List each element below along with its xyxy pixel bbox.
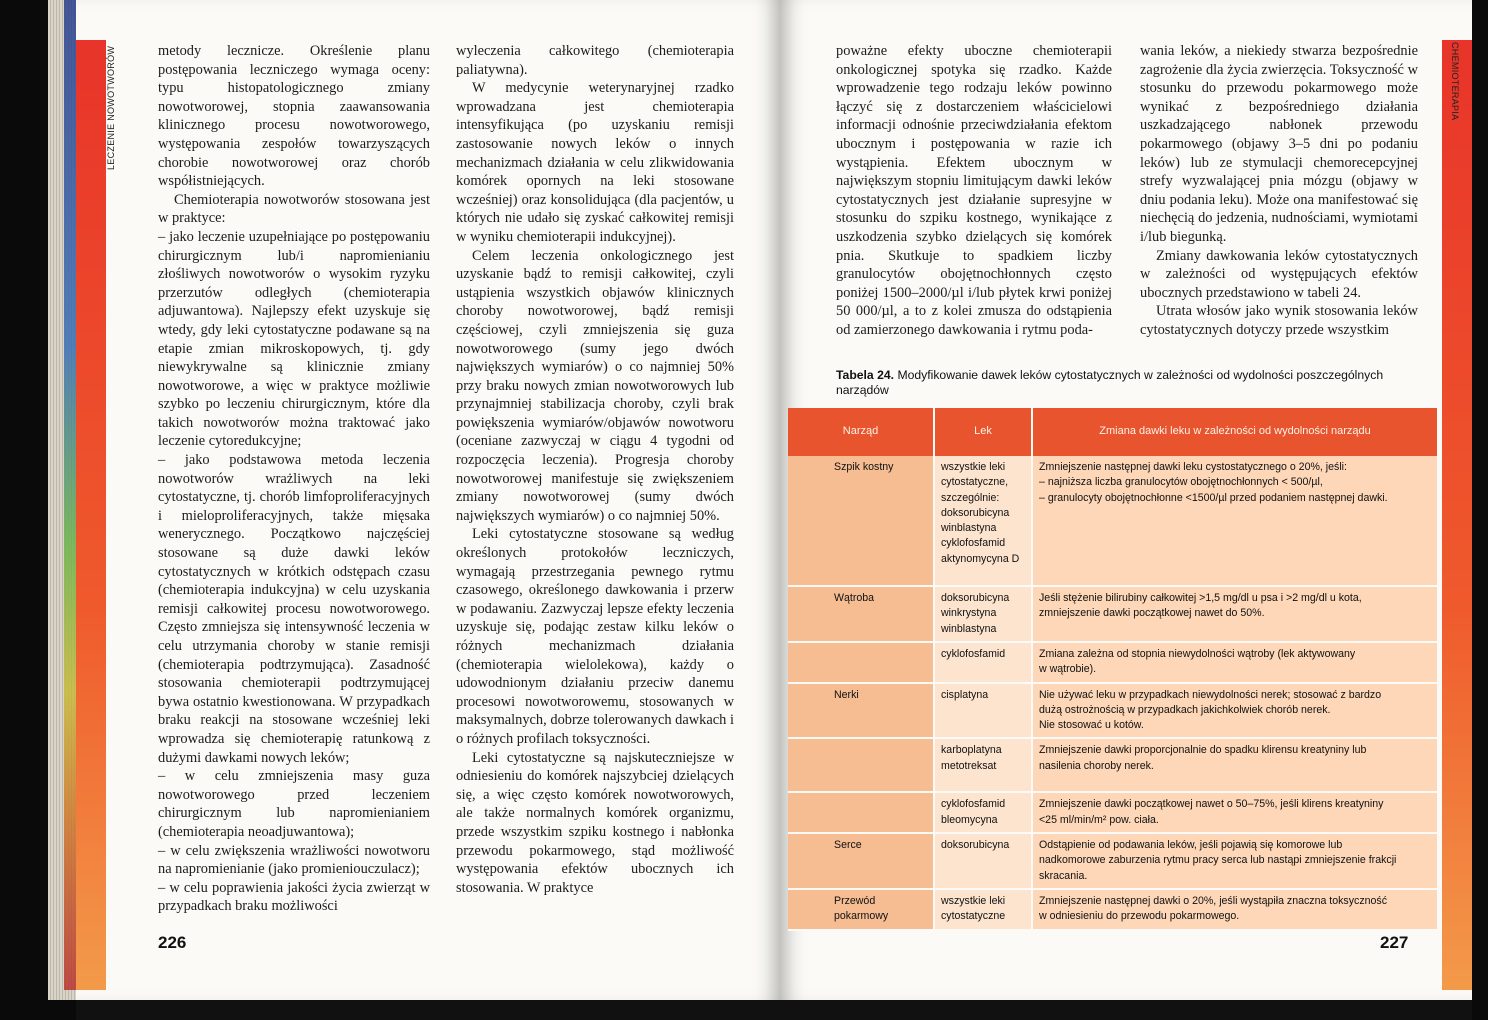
dose-change-cell	[1032, 456, 1438, 586]
right-running-head: CHEMIOTERAPIA	[1450, 42, 1460, 121]
dose-change-line: Zmniejszenie następnej dawki o 20%, jeśli wystąpiła znaczna toksyczność	[1039, 895, 1387, 908]
dose-change-line: <25 ml/min/m² pow. ciała.	[1039, 813, 1159, 826]
drug-cell	[934, 456, 1032, 586]
dose-change-cell	[1032, 889, 1438, 930]
drug-cell	[934, 586, 1032, 642]
paragraph: wania leków, a niekiedy stwarza bezpośrednie zagrożenie dla życia zwierzęcia. Toksyczność w stosunku do przewodu pokarmowego może wynikać z bezpośredniego działania uszkadzającego nabłonek przewodu pokarmowego (objawy 3–5 dni po podaniu leków) lub ze stymulacji chemorecepcyjnej strefy wyzwalającej pnia mózgu (objawy w dniu podania leku). Może ona manifestować się niechęcią do jedzenia, nudnościami, wymiotami i/lub biegunką.	[1140, 43, 1418, 245]
paragraph: W medycynie weterynaryjnej rzadko wprowadzana jest chemioterapia intensyfikująca (po uzyskaniu remisji zastosowanie nowych leków o innych mechanizmach działania w celu zlikwidowania komórek opornych na leki stosowane wcześniej) oraz konsolidująca (dla pacjentów, u których nie udało się zyskać całkowitej remisji w wyniku chemioterapii indukcyjnej).	[456, 80, 734, 245]
drug-name: cytostatyczne	[941, 910, 1006, 923]
drug-name: doksorubicyna	[941, 839, 1010, 852]
drug-name: cisplatyna	[941, 688, 989, 701]
drug-name: bleomycyna	[941, 813, 998, 826]
paragraph: – jako podstawowa metoda leczenia nowotworów wrażliwych na leki cytostatyczne, tj. chorób limfoproliferacyjnych i mieloproliferacyjnych, także mięsaka wenerycznego. Początkowo najczęściej stosowane są duże dawki leków cytostatycznych w krótkich odstępach czasu (chemioterapia indukcyjna) w celu uzyskania remisji całkowitej procesu nowotworowego. Często zmniejsza się intensywność leczenia w celu utrzymania choroby w stanie remisji (chemioterapia podtrzymująca). Zasadność stosowania chemioterapii podtrzymującej bywa ostatnio kwestionowana. W przypadkach braku reakcji na stosowane wcześniej leki wprowadza się chemioterapię ratunkową z dużymi dawkami nowych leków;	[158, 452, 430, 766]
organ-cell	[788, 792, 934, 833]
drug-name: winblastyna	[941, 622, 997, 635]
table-header-change: Zmiana dawki leku w zależności od wydolności narządu	[1032, 408, 1438, 456]
table-row	[788, 889, 1438, 930]
table-row	[788, 456, 1438, 586]
paragraph: Leki cytostatyczne stosowane są według określonych protokołów leczniczych, wymagają przestrzegania pewnego rytmu czasowego, określonego dawkowania i przerw w podawaniu. Zazwyczaj lepsze efekty leczenia uzyskuje się, podając zestaw kilku leków o różnych mechanizmach działania (chemioterapia wielolekowa), każdy o udowodnionym działaniu przeciw danemu procesowi nowotworowemu, stosowanych w maksymalnych, dobrze tolerowanych dawkach i o różnych profilach toksyczności.	[456, 526, 734, 747]
dose-change-line: w wątrobie).	[1039, 663, 1097, 676]
paragraph: wyleczenia całkowitego (chemioterapia paliatywna).	[456, 43, 734, 78]
paragraph: Chemioterapia nowotworów stosowana jest w praktyce:	[158, 191, 430, 227]
drug-name: metotreksat	[941, 759, 997, 772]
dose-change-line: dużą ostrożnością w przypadkach jakichkolwiek chorób nerek.	[1039, 703, 1331, 716]
table-caption	[836, 368, 1416, 398]
drug-cell	[934, 792, 1032, 833]
table-row	[788, 738, 1438, 792]
drug-name: karboplatyna	[941, 744, 1002, 757]
right-page-number: 227	[1380, 933, 1409, 952]
dose-change-cell	[1032, 683, 1438, 739]
left-page-number: 226	[158, 933, 187, 952]
left-thumb-index-bar	[76, 40, 106, 990]
paragraph: Zmiany dawkowania leków cytostatycznych w zależności od występujących efektów ubocznych przedstawiono w tabeli 24.	[1140, 247, 1418, 301]
table-header-drug: Lek	[934, 408, 1032, 456]
dose-change-line: Nie używać leku w przypadkach niewydolności nerek; stosować z bardzo	[1039, 688, 1382, 701]
paragraph: – w celu zwiększenia wrażliwości nowotworu na napromienianie (jako promieniouczulacz);	[158, 842, 430, 878]
drug-cell	[934, 889, 1032, 930]
paragraph: Utrata włosów jako wynik stosowania leków cytostatycznych dotyczy przede wszystkim	[1140, 303, 1418, 338]
right-page	[780, 0, 1472, 1000]
left-column-1	[158, 42, 430, 916]
dose-change-cell	[1032, 833, 1438, 889]
dose-change-line: Zmiana zależna od stopnia niewydolności wątroby (lek aktywowany	[1039, 648, 1356, 660]
drug-name: doksorubicyna	[941, 592, 1010, 604]
organ-cell: Nerki	[788, 683, 934, 739]
dose-change-line: Zmniejszenie dawki proporcjonalnie do spadku klirensu kreatyniny lub	[1039, 744, 1367, 757]
right-column-2	[1140, 42, 1418, 340]
dose-change-line: nadkomorowe zaburzenia rytmu pracy serca lub nastąpi zmniejszenie frakcji	[1039, 854, 1397, 867]
dose-change-line: Jeśli stężenie bilirubiny całkowitej >1,5 mg/dl u psa i >2 mg/dl u kota,	[1039, 592, 1362, 604]
drug-cell	[934, 642, 1032, 683]
paragraph: – w celu zmniejszenia masy guza nowotworowego przed leczeniem chirurgicznym lub napromienianiem (chemioterapia neoadjuwantowa);	[158, 768, 430, 840]
dose-change-line: Nie stosować u kotów.	[1039, 719, 1144, 732]
table-row	[788, 642, 1438, 683]
table-caption-text: Modyfikowanie dawek leków cytostatycznych w zależności od wydolności poszczególnych narządów	[836, 368, 1384, 397]
paragraph: metody lecznicze. Określenie planu postępowania leczniczego wymaga oceny: typu histopatologicznego zmiany nowotworowej, stopnia zaawansowania klinicznego procesu nowotworowego, występowania zespołów towarzyszących chorobie nowotworowej oraz chorób współistniejących.	[158, 43, 430, 190]
drug-cell	[934, 738, 1032, 792]
organ-cell: Szpik kostny	[788, 456, 934, 586]
drug-name: winkrystyna	[941, 607, 997, 620]
dose-change-line: – granulocyty obojętnochłonne <1500/µl przed podaniem następnej dawki.	[1039, 491, 1388, 504]
drug-name: cyklofosfamid	[941, 537, 1006, 550]
dose-change-line: Odstąpienie od podawania leków, jeśli pojawią się komorowe lub	[1039, 839, 1343, 852]
dose-change-line: nasilenia choroby nerek.	[1039, 759, 1154, 772]
table-row	[788, 586, 1438, 642]
left-running-head: LECZENIE NOWOTWORÓW	[106, 45, 116, 170]
paragraph: – jako leczenie uzupełniające po postępowaniu chirurgicznym lub/i napromienianiu złośliwych nowotworów o wysokim ryzyku przerzutów odległych (chemioterapia adjuwantowa). Najlepszy efekt uzyskuje się wtedy, gdy leki cytostatyczne podawane są na etapie zmian mikroskopowych, tj. gdy niewykrywalne są klinicznie zmiany nowotworowe, a więc w praktyce możliwie szybko po leczeniu chirurgicznym, które dla takich nowotworów można traktować jako leczenie cytoredukcyjne;	[158, 228, 430, 450]
paragraph: Leki cytostatyczne są najskuteczniejsze w odniesieniu do komórek najszybciej dzielących się, a więc często komórek nowotworowych, ale także normalnych komórek organizmu, przede wszystkim szpiku kostnego i nabłonka przewodu pokarmowego, stąd możliwość występowania efektów ubocznych ich stosowania. W praktyce	[456, 749, 734, 896]
dose-change-cell	[1032, 586, 1438, 642]
organ-cell: Serce	[788, 833, 934, 889]
table-caption-label: Tabela 24.	[836, 368, 895, 382]
table-row	[788, 683, 1438, 739]
organ-cell: Wątroba	[788, 586, 934, 642]
dose-change-cell	[1032, 642, 1438, 683]
table-header-organ: Narząd	[788, 408, 934, 456]
drug-name: szczególnie:	[941, 491, 1000, 504]
drug-name: cytostatyczne,	[941, 476, 1009, 489]
dose-change-line: w odniesieniu do przewodu pokarmowego.	[1039, 910, 1240, 923]
paragraph: – w celu poprawienia jakości życia zwierząt w przypadkach braku możliwości	[158, 879, 430, 915]
dose-change-line: Zmniejszenie dawki początkowej nawet o 50–75%, jeśli klirens kreatyniny	[1039, 798, 1384, 811]
right-thumb-index-bar	[1442, 40, 1472, 990]
dose-change-line: zmniejszenie dawki początkowej nawet do 50%.	[1039, 607, 1265, 620]
drug-name: wszystkie leki	[941, 461, 1006, 473]
drug-name: cyklofosfamid	[941, 798, 1006, 811]
drug-cell	[934, 683, 1032, 739]
paragraph: Celem leczenia onkologicznego jest uzyskanie bądź to remisji całkowitej, czyli ustąpienia wszystkich objawów klinicznych choroby nowotworowej, bądź remisji częściowej, czyli zmniejszenia się guza nowotworowego (sumy jego dwóch największych wymiarów) o co najmniej 50% przy braku nowych zmian nowotworowych lub przynajmniej stabilizacja choroby, czyli brak powiększenia wymiarów/objawów nowotworu (oceniane zazwyczaj w ciągu 4 tygodni od rozpoczęcia leczenia). Progresja choroby nowotworowej manifestuje się zwiększeniem zmiany nowotworowej (sumy dwóch największych wymiarów) o co najmniej 50%.	[456, 247, 734, 524]
left-column-2	[456, 42, 734, 897]
table-row	[788, 833, 1438, 889]
book-bottom-shadow	[76, 1000, 1472, 1020]
organ-cell: Przewód pokarmowy	[788, 889, 934, 930]
drug-name: cyklofosfamid	[941, 648, 1006, 660]
dose-change-line: Zmniejszenie następnej dawki leku cystostatycznego o 20%, jeśli:	[1039, 461, 1347, 473]
right-column-1	[836, 42, 1112, 340]
drug-name: wszystkie leki	[941, 895, 1006, 908]
drug-name: winblastyna	[941, 522, 997, 535]
drug-name: aktynomycyna D	[941, 552, 1020, 565]
drug-cell	[934, 833, 1032, 889]
dose-change-line: – najniższa liczba granulocytów obojętnochłonnych < 500/µl,	[1039, 476, 1323, 489]
organ-cell	[788, 738, 934, 792]
table-row	[788, 792, 1438, 833]
organ-cell	[788, 642, 934, 683]
dose-change-cell	[1032, 792, 1438, 833]
left-page	[76, 0, 780, 1000]
drug-name: doksorubicyna	[941, 506, 1010, 519]
dose-modification-table	[788, 408, 1439, 931]
dose-change-line: skracania.	[1039, 869, 1088, 882]
paragraph: poważne efekty uboczne chemioterapii onkologicznej spotyka się rzadko. Każde wprowadzenie tego rodzaju leków powinno łączyć się z dostarczeniem właścicielowi informacji odnośnie przeciwdziałania efektom ubocznym i postępowania w razie ich wystąpienia. Efektem ubocznym w największym stopniu limitującym dawki leków cytostatycznych jest działanie supresyjne w stosunku do szpiku kostnego, wynikające z uszkodzenia szybko dzielących się komórek pnia. Skutkuje to spadkiem liczby granulocytów obojętnochłonnych często poniżej 1500–2000/µl i/lub płytek krwi poniżej 50 000/µl, a to z kolei zmusza do odstąpienia od zamierzonego dawkowania i rytmu poda-	[836, 43, 1112, 338]
dose-change-cell	[1032, 738, 1438, 792]
